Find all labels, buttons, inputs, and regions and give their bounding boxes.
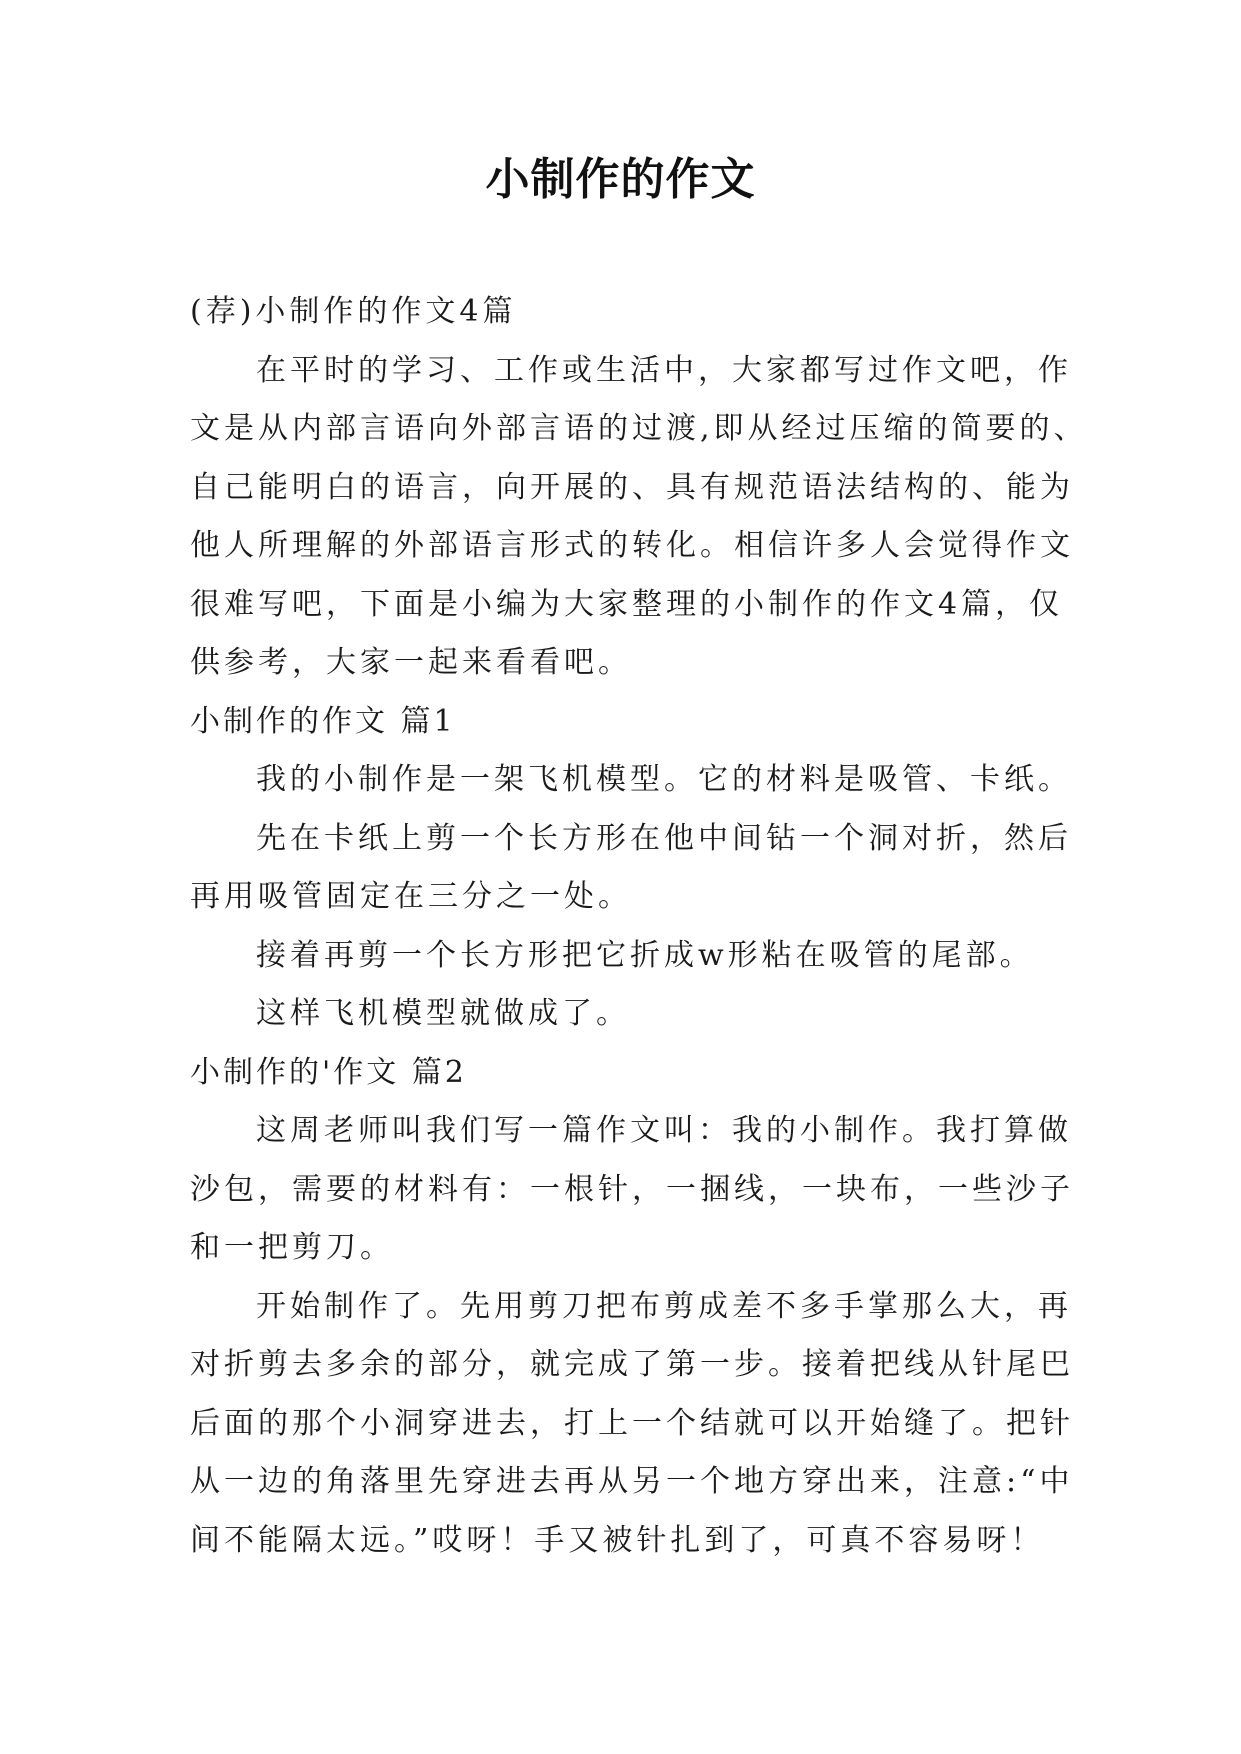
intro-line: 文是从内部言语向外部言语的过渡,即从经过压缩的简要的、 xyxy=(190,411,1088,446)
document-title: 小制作的作文 xyxy=(485,154,756,205)
intro-line: 很难写吧，下面是小编为大家整理的小制作的作文4篇，仅 xyxy=(190,586,1064,622)
intro-line: 他人所理解的外部语言形式的转化。相信许多人会觉得作文 xyxy=(190,528,1074,563)
document-body xyxy=(190,283,1088,1570)
intro-line: 自己能明白的语言，向开展的、具有规范语法结构的、能为 xyxy=(190,469,1074,505)
essay-2-line: 后面的那个小洞穿进去，打上一个结就可以开始缝了。把针 xyxy=(190,1405,1074,1441)
essay-2-line: 从一边的角落里先穿进去再从另一个地方穿出来，注意:“中 xyxy=(190,1464,1074,1499)
document-subtitle: (荐)小制作的作文4篇 xyxy=(190,294,517,329)
essay-2-line: 沙包，需要的材料有：一根针，一捆线，一块布，一些沙子 xyxy=(190,1171,1074,1207)
essay-1-line: 先在卡纸上剪一个长方形在他中间钻一个洞对折，然后 xyxy=(256,820,1072,856)
essay-1-line: 我的小制作是一架飞机模型。它的材料是吸管、卡纸。 xyxy=(256,762,1072,797)
essay-2-line: 这周老师叫我们写一篇作文叫：我的小制作。我打算做 xyxy=(256,1113,1072,1148)
essay-2-line: 间不能隔太远。”哎呀！手又被针扎到了，可真不容易呀！ xyxy=(190,1522,1045,1558)
essay-2-line: 开始制作了。先用剪刀把布剪成差不多手掌那么大，再 xyxy=(256,1288,1072,1324)
essay-1-line: 这样飞机模型就做成了。 xyxy=(256,996,630,1031)
intro-line: 供参考，大家一起来看看吧。 xyxy=(190,645,632,680)
essay-2-line: 和一把剪刀。 xyxy=(190,1230,394,1265)
essay-1-line: 再用吸管固定在三分之一处。 xyxy=(190,879,632,914)
section-heading-2: 小制作的'作文 篇2 xyxy=(190,1054,467,1090)
essay-1-line: 接着再剪一个长方形把它折成w形粘在吸管的尾部。 xyxy=(256,937,1034,973)
section-heading-1: 小制作的作文 篇1 xyxy=(190,703,456,739)
essay-2-line: 对折剪去多余的部分，就完成了第一步。接着把线从针尾巴 xyxy=(190,1347,1074,1382)
intro-line: 在平时的学习、工作或生活中，大家都写过作文吧，作 xyxy=(256,352,1072,388)
